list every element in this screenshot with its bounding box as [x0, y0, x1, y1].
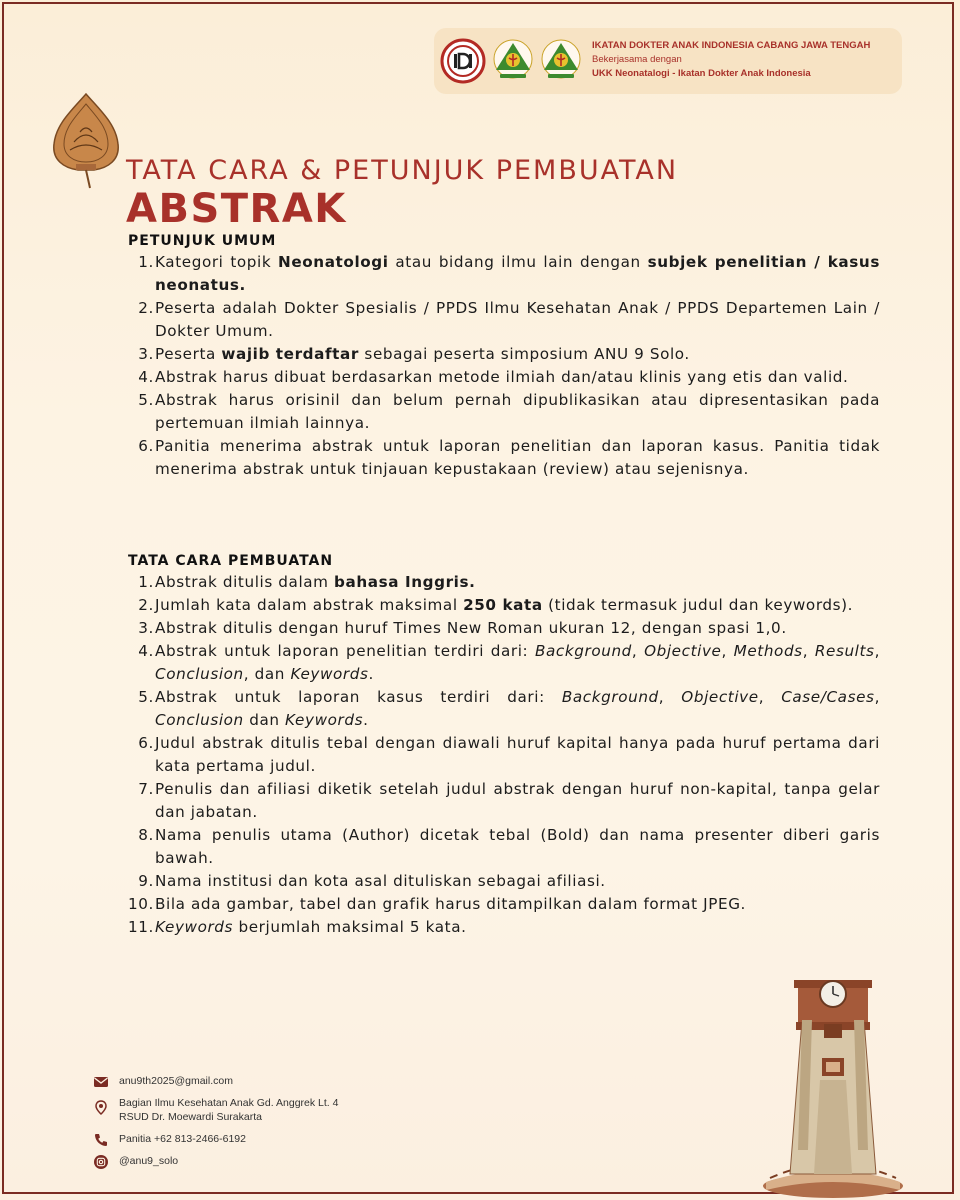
idai-logo-icon: [440, 38, 486, 84]
tata-cara-section: [128, 553, 880, 939]
list-item-number: 8.: [138, 826, 154, 844]
location-pin-icon: [93, 1100, 109, 1116]
text: Bila ada gambar, tabel dan grafik harus ditampilkan dalam format JPEG.: [155, 895, 746, 913]
list-item-text: [155, 778, 880, 824]
email-text: anu9th2025@gmail.com: [119, 1075, 233, 1087]
title-line-1: TATA CARA & PETUNJUK PEMBUATAN: [126, 155, 679, 186]
phone-text: Panitia +62 813-2466-6192: [119, 1133, 246, 1145]
bold-text: Neonatologi: [278, 253, 389, 271]
list-item-text: [155, 435, 880, 481]
org-name: IKATAN DOKTER ANAK INDONESIA CABANG JAWA TENGAH: [592, 40, 871, 51]
bold-text: bahasa Inggris.: [334, 573, 476, 591]
list-item-text: [155, 366, 880, 389]
list-item-text: [155, 389, 880, 435]
text: ,: [658, 688, 682, 706]
bold-text: wajib terdaftar: [221, 345, 359, 363]
text: ,: [721, 642, 734, 660]
email-icon: [93, 1074, 109, 1090]
list-item-text: [155, 893, 880, 916]
list-item-text: [155, 617, 880, 640]
text: atau bidang ilmu lain dengan: [388, 253, 648, 271]
italic-text: Objective: [681, 688, 759, 706]
list-item-number: 6.: [138, 437, 154, 455]
list-item-text: [155, 686, 880, 732]
list-item-text: [155, 870, 880, 893]
header-text: [592, 40, 898, 79]
text: ,: [802, 642, 815, 660]
list-item-number: 10.: [128, 895, 154, 913]
list-item-text: [155, 640, 880, 686]
text: .: [368, 665, 374, 683]
contact-instagram: [93, 1154, 433, 1168]
list-item-text: [155, 297, 880, 343]
instagram-icon: [93, 1154, 109, 1170]
list-item-number: 1.: [138, 253, 154, 271]
contact-phone: [93, 1132, 433, 1146]
contact-block: [93, 1074, 433, 1176]
text: Jumlah kata dalam abstrak maksimal: [155, 596, 464, 614]
list-item-text: [155, 594, 880, 617]
italic-text: Keywords: [285, 711, 364, 729]
text: ,: [758, 688, 782, 706]
collab-text: Bekerjasama dengan: [592, 54, 682, 65]
list-item-number: 1.: [138, 573, 154, 591]
list-item: [128, 343, 880, 366]
list-item-text: [155, 824, 880, 870]
section-heading: TATA CARA PEMBUATAN: [128, 553, 334, 569]
text: Abstrak ditulis dalam: [155, 573, 334, 591]
list-item: [128, 297, 880, 343]
list-item-number: 5.: [138, 391, 154, 409]
list-item: [128, 732, 880, 778]
list-item-text: [155, 916, 880, 939]
list-item: [128, 916, 880, 939]
list-item-number: 4.: [138, 642, 154, 660]
list-item-text: [155, 251, 880, 297]
list-item-number: 7.: [138, 780, 154, 798]
contact-email: [93, 1074, 433, 1088]
text: Peserta adalah Dokter Spesialis / PPDS Ilmu Kesehatan Anak / PPDS Departemen Lain / Dokter Umum.: [155, 299, 880, 340]
petunjuk-umum-list: [128, 251, 880, 481]
text: Panitia menerima abstrak untuk laporan penelitian dan laporan kasus. Panitia tidak menerima abstrak untuk tinjauan kepustakaan (review) atau sejenisnya.: [155, 437, 880, 478]
wayang-gunungan-icon: [50, 92, 122, 192]
list-item: [128, 686, 880, 732]
text: berjumlah maksimal 5 kata.: [233, 918, 467, 936]
text: Abstrak untuk laporan kasus terdiri dari:: [155, 688, 562, 706]
list-item-number: 5.: [138, 688, 154, 706]
instagram-text: @anu9_solo: [119, 1155, 179, 1167]
text: Judul abstrak ditulis tebal dengan diawali huruf kapital hanya pada huruf pertama dari kata pertama judul.: [155, 734, 880, 775]
text: (tidak termasuk judul dan keywords).: [542, 596, 854, 614]
bold-text: 250 kata: [463, 596, 543, 614]
text: Abstrak untuk laporan penelitian terdiri dari:: [155, 642, 535, 660]
italic-text: Conclusion: [155, 711, 244, 729]
list-item: [128, 571, 880, 594]
list-item: [128, 594, 880, 617]
italic-text: Methods: [733, 642, 803, 660]
list-item-number: 3.: [138, 345, 154, 363]
list-item: [128, 640, 880, 686]
text: ,: [631, 642, 645, 660]
ukk-neonatologi-logo-icon: [538, 38, 584, 84]
text: Peserta: [155, 345, 222, 363]
clock-tower-icon: [758, 960, 908, 1200]
list-item: [128, 870, 880, 893]
list-item-number: 2.: [138, 299, 154, 317]
petunjuk-umum-section: [128, 233, 880, 481]
list-item: [128, 366, 880, 389]
header-badge: [434, 28, 902, 94]
text: Abstrak harus dibuat berdasarkan metode ilmiah dan/atau klinis yang etis dan valid.: [155, 368, 849, 386]
list-item-text: [155, 343, 880, 366]
italic-text: Background: [561, 688, 659, 706]
italic-text: Case/Cases: [781, 688, 875, 706]
list-item: [128, 778, 880, 824]
text: ,: [874, 642, 881, 660]
italic-text: Keywords: [155, 918, 234, 936]
list-item: [128, 824, 880, 870]
italic-text: Results: [814, 642, 875, 660]
list-item: [128, 389, 880, 435]
list-item-number: 3.: [138, 619, 154, 637]
text: ,: [874, 688, 880, 706]
italic-text: Keywords: [290, 665, 369, 683]
text: Nama penulis utama (Author) dicetak tebal (Bold) dan nama presenter diberi garis bawah.: [155, 826, 880, 867]
italic-text: Conclusion: [155, 665, 244, 683]
address-line-2: RSUD Dr. Moewardi Surakarta: [119, 1111, 262, 1123]
list-item-text: [155, 732, 880, 778]
partner-name: UKK Neonatalogi - Ikatan Dokter Anak Indonesia: [592, 68, 811, 79]
list-item-text: [155, 571, 880, 594]
text: Kategori topik: [155, 253, 279, 271]
list-item-number: 4.: [138, 368, 154, 386]
text: Nama institusi dan kota asal dituliskan sebagai afiliasi.: [155, 872, 606, 890]
ukk-neonatologi-logo-icon: [490, 38, 536, 84]
italic-text: Objective: [644, 642, 722, 660]
list-item-number: 2.: [138, 596, 154, 614]
text: sebagai peserta simposium ANU 9 Solo.: [359, 345, 690, 363]
list-item-number: 9.: [138, 872, 154, 890]
phone-icon: [93, 1132, 109, 1148]
italic-text: Background: [534, 642, 632, 660]
text: dan: [243, 711, 286, 729]
text: , dan: [243, 665, 291, 683]
page-title: ABSTRAK: [126, 186, 347, 232]
text: .: [363, 711, 369, 729]
list-item-number: 6.: [138, 734, 154, 752]
list-item: [128, 893, 880, 916]
text: Abstrak harus orisinil dan belum pernah dipublikasikan atau dipresentasikan pada pertemuan ilmiah lainnya.: [155, 391, 880, 432]
section-heading: PETUNJUK UMUM: [128, 233, 277, 249]
list-item: [128, 251, 880, 297]
contact-address: [93, 1096, 433, 1124]
list-item-number: 11.: [128, 918, 154, 936]
list-item: [128, 435, 880, 481]
text: Abstrak ditulis dengan huruf Times New Roman ukuran 12, dengan spasi 1,0.: [155, 619, 787, 637]
list-item: [128, 617, 880, 640]
address-line-1: Bagian Ilmu Kesehatan Anak Gd. Anggrek Lt. 4: [119, 1097, 339, 1109]
tata-cara-list: [128, 571, 880, 939]
bold-text: subjek penelitian / kasus neonatus.: [155, 253, 880, 294]
text: Penulis dan afiliasi diketik setelah judul abstrak dengan huruf non-kapital, tanpa gelar dan jabatan.: [155, 780, 880, 821]
